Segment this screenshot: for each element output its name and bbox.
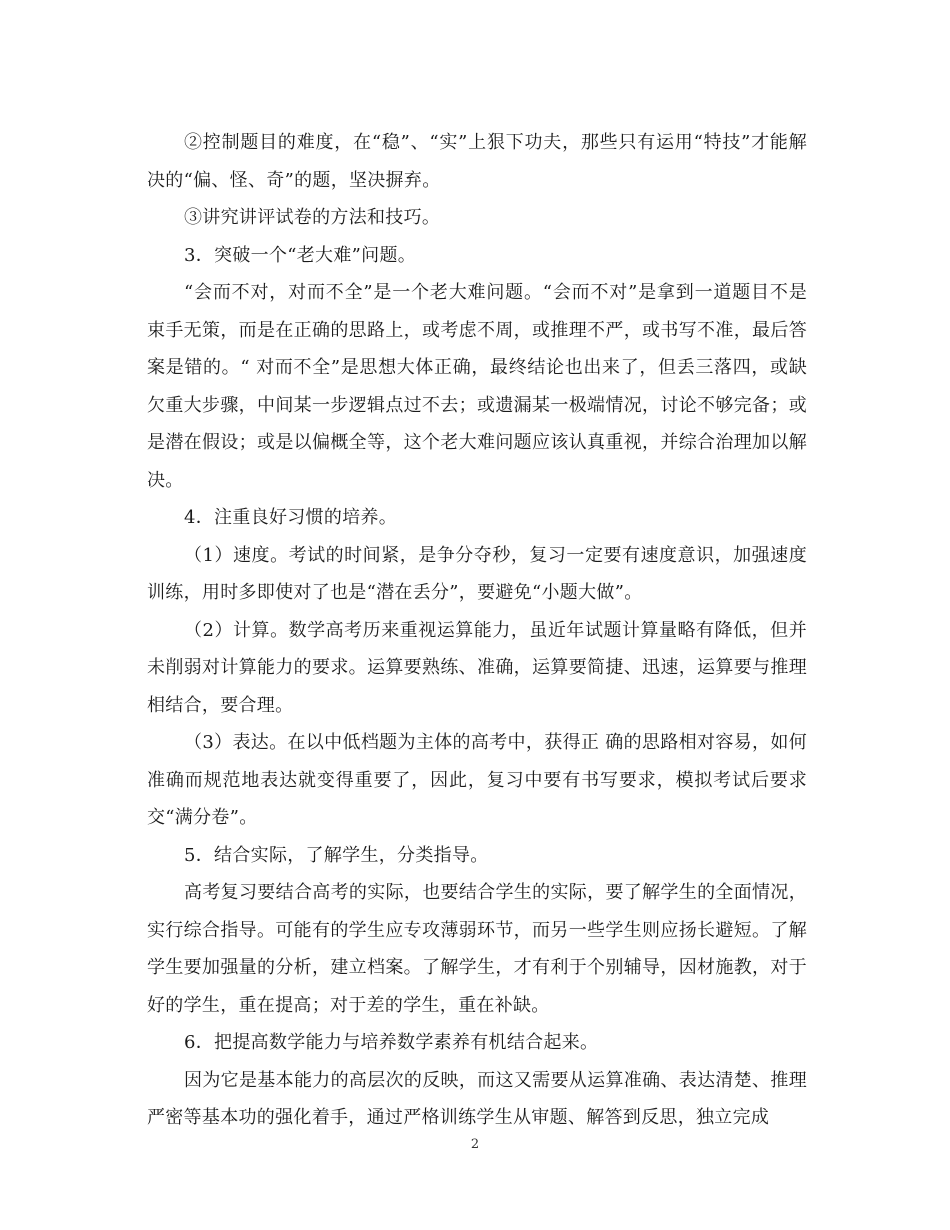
section-heading-5: 5．结合实际，了解学生，分类指导。 [184, 844, 489, 866]
paragraph-difficulty-control: ②控制题目的难度，在“稳”、“实”上狠下功夫，那些只有运用“特技”才能解决的“偏、怪、奇”的题，坚决摒弃。 [147, 132, 807, 191]
paragraph-know-students: 高考复习要结合高考的实际，也要结合学生的实际，要了解学生的全面情况，实行综合指导。可能有的学生应专攻薄弱环节，而另一些学生则应扬长避短。了解学生要加强量的分析，建立档案。了解学生，才有利于个别辅导，因材施教，对于好的学生，重在提高；对于差的学生，重在补缺。 [147, 882, 807, 1016]
section-heading-3: 3．突破一个“老大难”问题。 [184, 244, 417, 266]
paragraph-expression: （3）表达。在以中低档题为主体的高考中，获得正 确的思路相对容易，如何准确而规范地表达就变得重要了，因此，复习中要有书写要求，模拟考试后要求交“满分卷”。 [147, 732, 807, 828]
paragraph-old-problem: “会而不对，对而不全”是一个老大难问题。“会而不对”是拿到一道题目不是束手无策，而是在正确的思路上，或考虑不周，或推理不严，或书写不准，最后答案是错的。“ 对而不全”是思想大体正确，最终结论也出来了，但丢三落四，或缺欠重大步骤，中间某一步逻辑点过不去；或遗漏某一极端情况，讨论不够完备；或是潜在假设；或是以偏概全等，这个老大难问题应该认真重视，并综合治理加以解决。 [147, 282, 807, 491]
paragraph-speed: （1）速度。考试的时间紧，是争分夺秒，复习一定要有速度意识，加强速度训练，用时多即使对了也是“潜在丢分”，要避免“小题大做”。 [147, 544, 807, 603]
section-heading-6: 6．把提高数学能力与培养数学素养有机结合起来。 [184, 1032, 599, 1053]
section-heading-4: 4．注重良好习惯的培养。 [184, 507, 398, 528]
paragraph-calculation: （2）计算。数学高考历来重视运算能力，虽近年试题计算量略有降低，但并未削弱对计算能力的要求。运算要熟练、准确，运算要简捷、迅速，运算要与推理相结合，要合理。 [147, 619, 807, 716]
body-text [147, 124, 807, 1137]
paragraph-exam-review: ③讲究讲评试卷的方法和技巧。 [184, 207, 441, 228]
page-number: 2 [470, 1137, 480, 1152]
paragraph-basic-ability: 因为它是基本能力的高层次的反映，而这又需要从运算准确、表达清楚、推理严密等基本功的强化着手，通过严格训练学生从审题、解答到反思，独立完成 [147, 1069, 807, 1128]
